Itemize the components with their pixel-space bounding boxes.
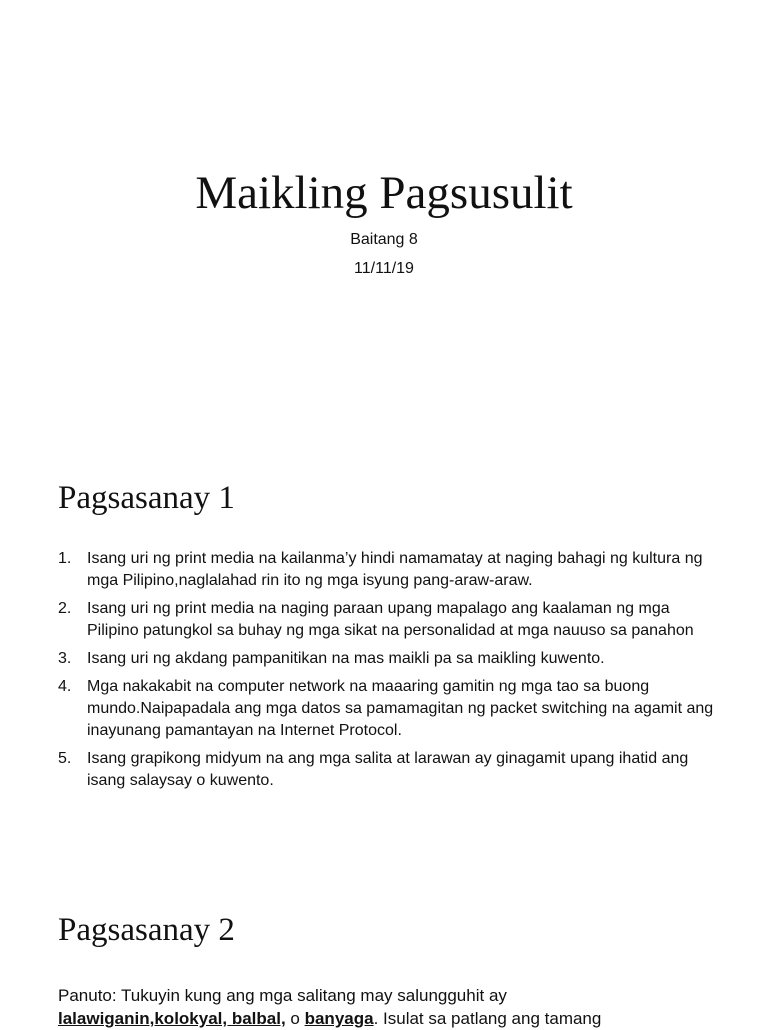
item-text: Isang uri ng print media na naging paraan upang mapalago ang kaalaman ng mga Pilipino patungkol sa buhay ng mga sikat na personalidad at mga nauuso sa panahon	[87, 600, 694, 639]
quiz-title: Maikling Pagsusulit	[195, 167, 573, 219]
item-number: 2.	[58, 600, 72, 617]
item-number: 4.	[58, 678, 72, 695]
term-group-2: banyaga	[304, 1009, 374, 1028]
item-text: Isang uri ng print media na kailanma’y hindi namamatay at naging bahagi ng kultura ng mga Pilipino,naglalahad rin ito ng mga isyung pang-araw-araw.	[87, 550, 703, 589]
list-item	[0, 648, 768, 670]
item-number: 5.	[58, 750, 72, 767]
pagsasanay-1-heading: Pagsasanay 1	[58, 480, 235, 516]
grade-level: Baitang 8	[350, 231, 418, 248]
item-text: Isang grapikong midyum na ang mga salita at larawan ay ginagamit upang ihatid ang isang salaysay o kuwento.	[87, 750, 689, 789]
instruction-rest: . Isulat sa patlang ang tamang	[373, 1009, 602, 1028]
item-number: 1.	[58, 550, 72, 567]
item-number: 3.	[58, 650, 72, 667]
list-item	[0, 676, 768, 742]
instruction-intro: Panuto: Tukuyin kung ang mga salitang may salungguhit ay	[58, 986, 507, 1005]
list-item	[0, 748, 768, 792]
pagsasanay-2-heading: Pagsasanay 2	[58, 912, 235, 948]
term-group-1: lalawiganin,kolokyal, balbal,	[58, 1009, 286, 1028]
connector-text: o	[285, 1009, 305, 1028]
list-item	[0, 598, 768, 642]
list-item	[0, 548, 768, 592]
pagsasanay-1-list	[0, 548, 768, 798]
instructions	[58, 984, 718, 1030]
item-text: Isang uri ng akdang pampanitikan na mas maikli pa sa maikling kuwento.	[87, 650, 605, 667]
quiz-date: 11/11/19	[354, 260, 414, 277]
item-text: Mga nakakabit na computer network na maaaring gamitin ng mga tao sa buong mundo.Naipapadala ang mga datos sa pamamagitan ng packet switching na agamit ang inayunang pamantayan na Internet Protocol.	[87, 678, 714, 739]
